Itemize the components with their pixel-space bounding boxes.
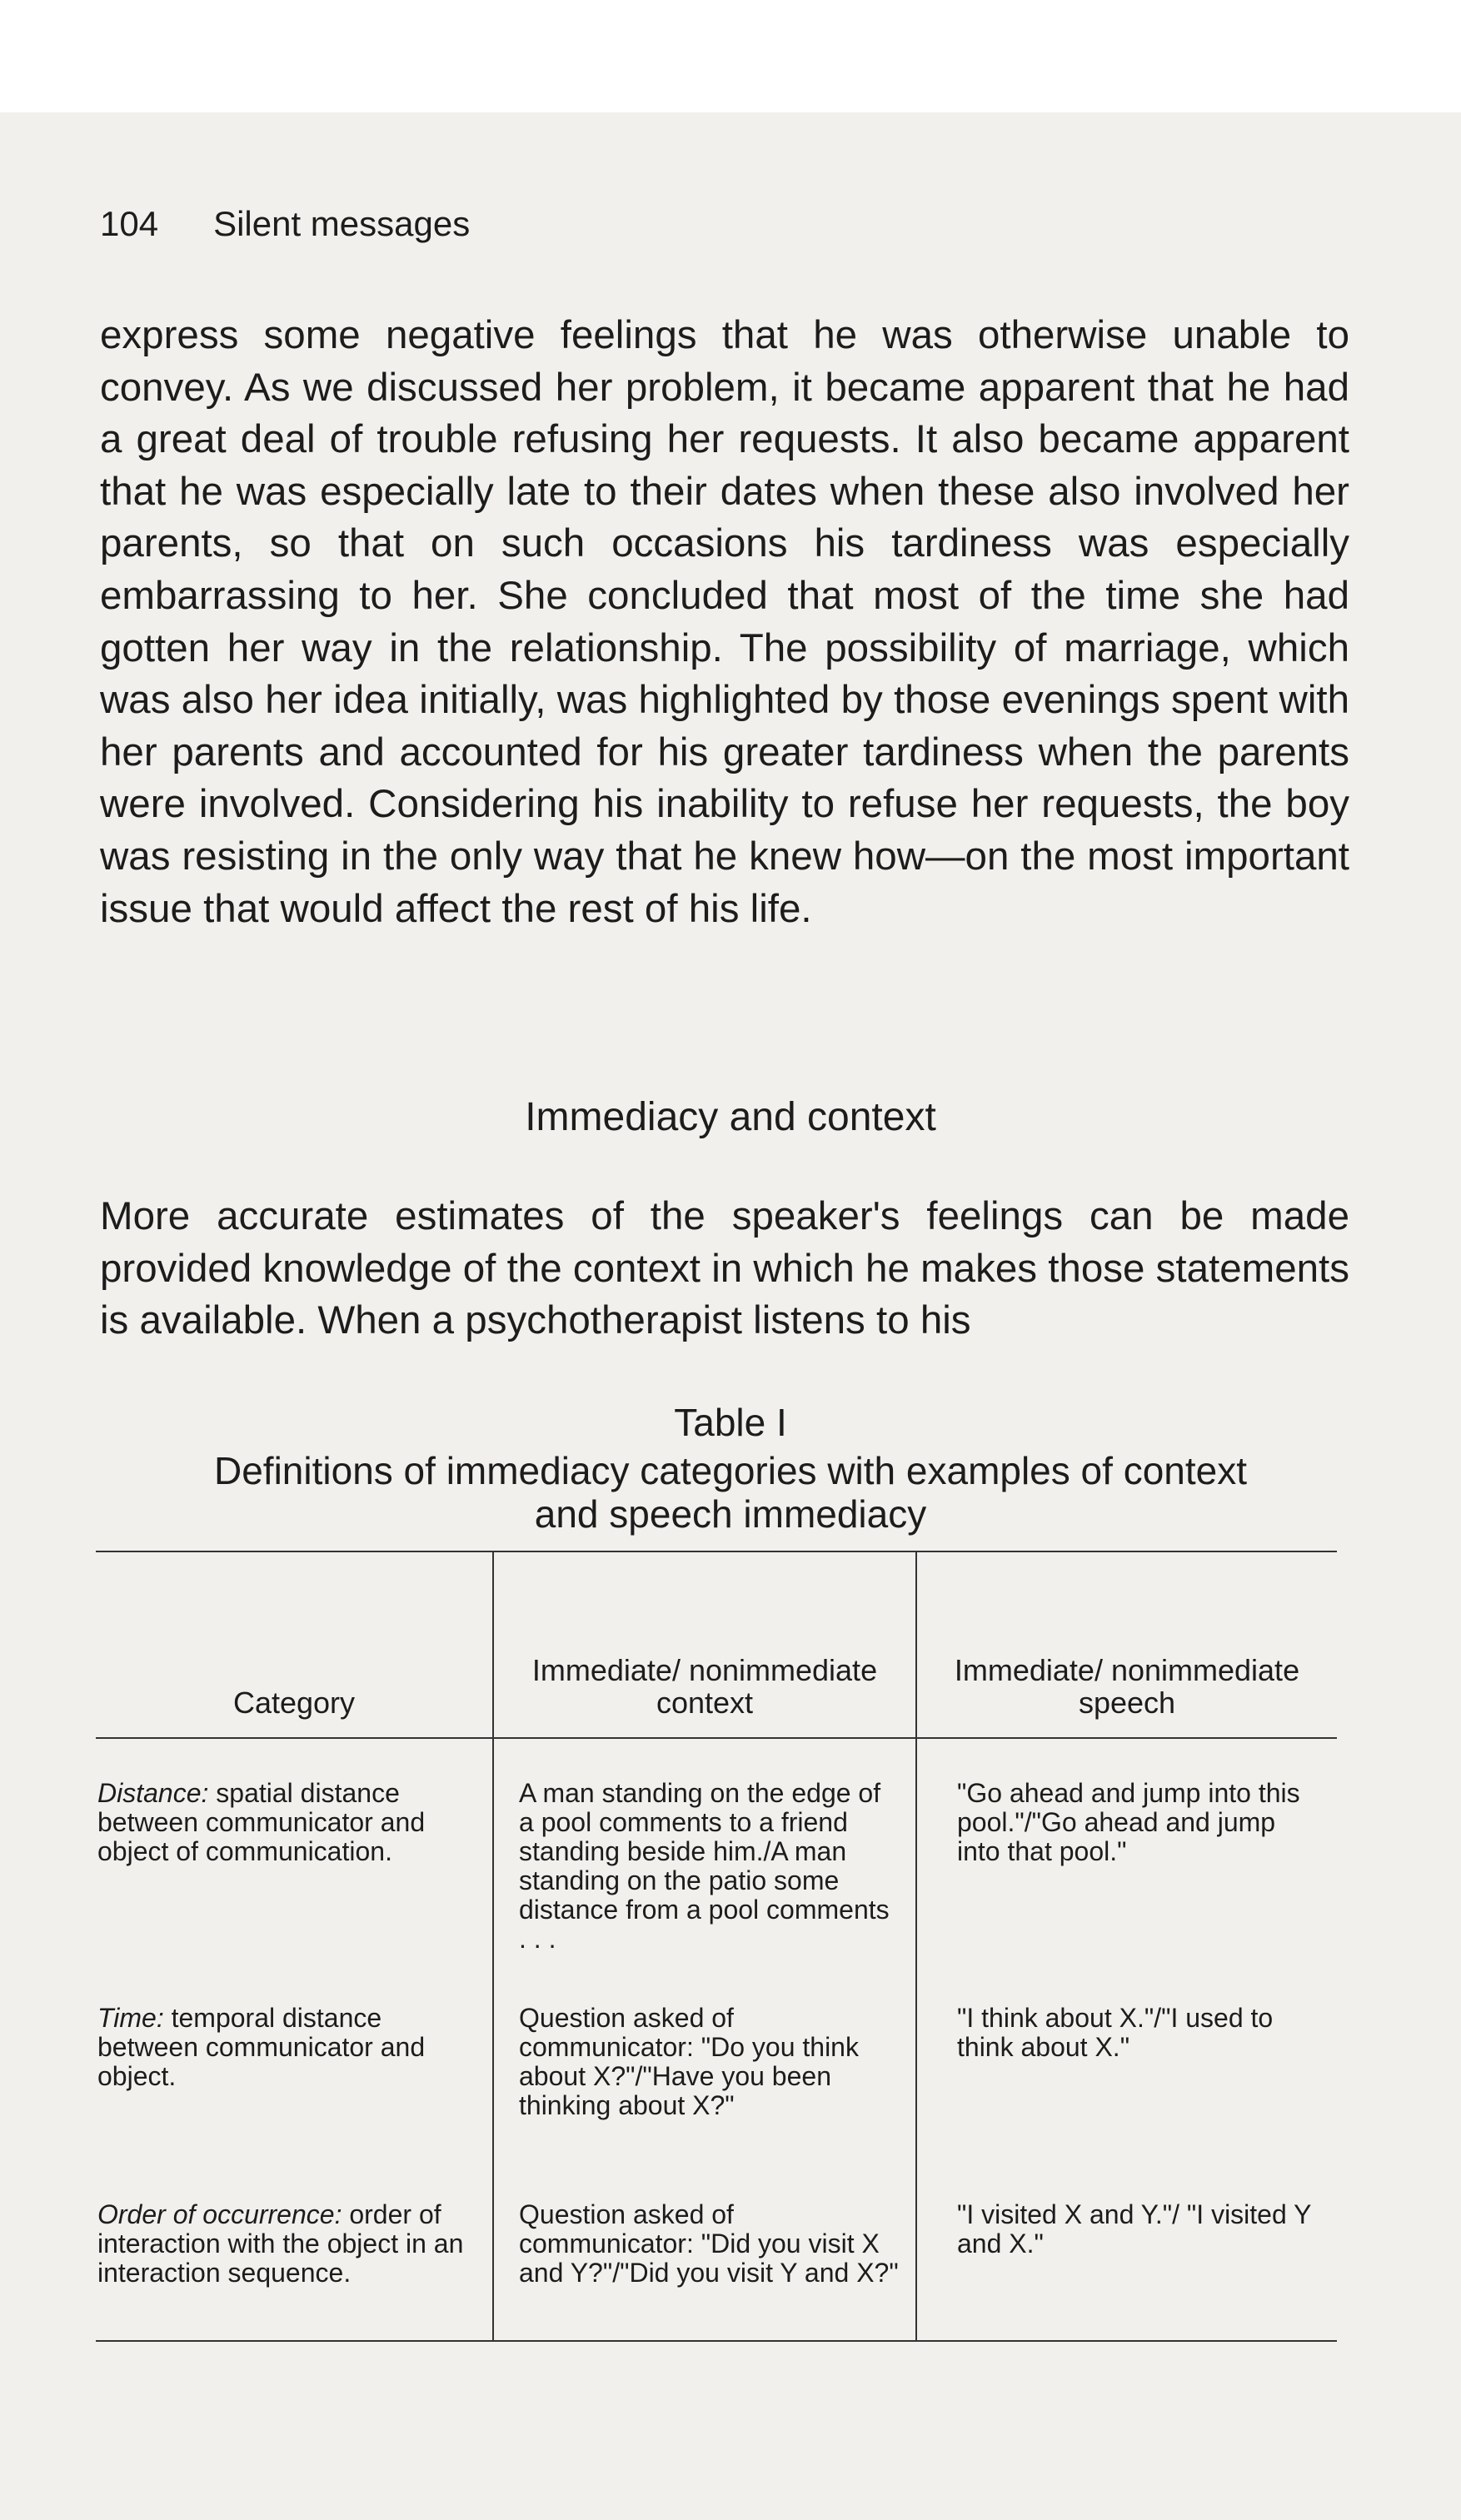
context-cell: A man standing on the edge of a pool comments to a friend standing beside him./A man standing on the patio some distance from a pool comments . . . — [493, 1738, 916, 2004]
category-definition: order of interaction with the object in an interaction sequence. — [97, 2199, 464, 2288]
table-title: Definitions of immediacy categories with examples of context and speech immediacy — [214, 1449, 1248, 1536]
table-row — [96, 2200, 1337, 2341]
table-header-row — [96, 1551, 1337, 1738]
body-paragraph-2: More accurate estimates of the speaker's feelings can be made provided knowledge of the context in which he makes those statements is available. When a psychotherapist listens to his — [100, 1194, 1349, 1343]
category-cell — [96, 2004, 493, 2200]
category-term: Order of occurrence: — [97, 2199, 342, 2229]
category-cell — [96, 2200, 493, 2341]
category-definition: spatial distance between communicator and object of communication. — [97, 1778, 426, 1866]
column-header-speech: Immediate/ nonimmediate speech — [916, 1551, 1337, 1738]
category-definition: temporal distance between communicator and object. — [97, 2003, 426, 2091]
running-title: Silent messages — [213, 204, 471, 243]
body-paragraph-1: express some negative feelings that he was otherwise unable to convey. As we discussed her problem, it became apparent that he had a great deal of trouble refusing her requests. It also became apparent that he was especially late to their dates when these also involved her parents, so that on such occasions his tardiness was especially embarrassing to her. She concluded that most of the time she had gotten her way in the relationship. The possibility of marriage, which was also her idea initially, was highlighted by those evenings spent with her parents and accounted for his greater tardiness when the parents were involved. Considering his inability to refuse her requests, the boy was resisting in the only way that he knew how—on the most important issue that would affect the rest of his life. — [100, 313, 1349, 931]
context-cell: Question asked of communicator: "Did you visit X and Y?"/"Did you visit Y and X?" — [493, 2200, 916, 2341]
speech-cell: "Go ahead and jump into this pool."/"Go ahead and jump into that pool." — [916, 1738, 1337, 2004]
column-header-context: Immediate/ nonimmediate context — [493, 1551, 916, 1738]
speech-cell: "I visited X and Y."/ "I visited Y and X." — [916, 2200, 1337, 2341]
speech-cell: "I think about X."/"I used to think about X." — [916, 2004, 1337, 2200]
immediacy-table — [96, 1551, 1337, 2342]
section-heading: Immediacy and context — [525, 1095, 936, 1139]
column-header-category: Category — [96, 1551, 493, 1738]
table-row — [96, 1738, 1337, 2004]
page-number: 104 — [100, 204, 159, 243]
category-term: Time: — [97, 2003, 164, 2033]
table-caption — [0, 1401, 1461, 1536]
table-grid — [96, 1551, 1337, 2342]
category-cell — [96, 1738, 493, 2004]
table-row — [96, 2004, 1337, 2200]
context-cell: Question asked of communicator: "Do you think about X?"/"Have you been thinking about X?" — [493, 2004, 916, 2200]
page-header — [100, 204, 470, 244]
category-term: Distance: — [97, 1778, 209, 1808]
table-label: Table I — [674, 1401, 787, 1444]
